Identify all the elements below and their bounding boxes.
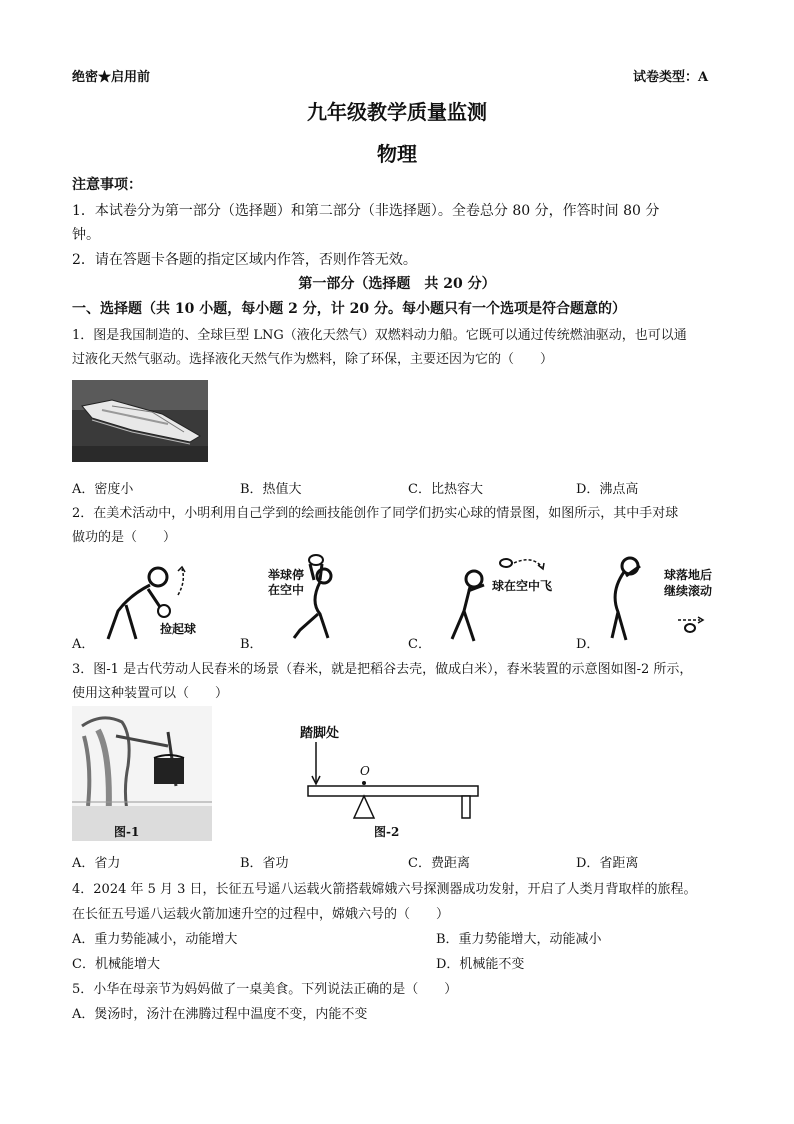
secret-label: 绝密★启用前 <box>72 70 151 85</box>
subject-title: 物理 <box>377 142 417 166</box>
figure-hold-ball <box>280 552 360 646</box>
fig-label-hold-1: 举球停 <box>268 568 305 582</box>
q3-option-c[interactable]: C．费距离 <box>408 856 470 871</box>
ship-photo <box>72 380 208 462</box>
figure-2-caption: 图-2 <box>374 825 400 839</box>
q3-option-d[interactable]: D．省距离 <box>576 856 639 871</box>
notice-item-1: 1．本试卷分为第一部分（选择题）和第二部分（非选择题）。全卷总分 80 分，作答时间 80 分 <box>72 203 660 219</box>
paper-type-label: 试卷类型：A <box>633 70 709 85</box>
q2-option-a[interactable]: A． <box>72 637 95 652</box>
fig-label-hold-2: 在空中 <box>268 583 305 597</box>
notice-item-1-cont: 钟。 <box>72 227 100 243</box>
q2-option-d[interactable]: D． <box>576 637 600 652</box>
q4-option-a[interactable]: A．重力势能减小，动能增大 <box>72 932 238 947</box>
q2-option-c[interactable]: C． <box>408 637 431 652</box>
notice-item-2: 2．请在答题卡各题的指定区域内作答，否则作答无效。 <box>72 252 417 268</box>
figure-2-lever-diagram <box>300 740 490 820</box>
pivot-label: O <box>360 764 370 778</box>
fig-label-rolling-2: 继续滚动 <box>664 584 713 598</box>
q5-option-a[interactable]: A．煲汤时，汤汁在沸腾过程中温度不变，内能不变 <box>72 1007 368 1022</box>
fig-label-pick-up: 捡起球 <box>160 622 197 636</box>
q1-option-b[interactable]: B．热值大 <box>240 482 302 497</box>
q2-stem-cont: 做功的是（ ） <box>72 530 177 545</box>
section-heading: 一、选择题（共 10 小题，每小题 2 分，计 20 分。每小题只有一个选项是符合题意的） <box>72 301 626 317</box>
q4-option-d[interactable]: D．机械能不变 <box>436 957 525 972</box>
figure-pick-up-ball <box>90 555 220 645</box>
figure-ball-in-air <box>432 555 572 645</box>
page-title: 九年级教学质量监测 <box>307 100 487 124</box>
fig-label-rolling-1: 球落地后 <box>664 568 713 582</box>
q3-option-b[interactable]: B．省功 <box>240 856 289 871</box>
q4-stem: 4．2024 年 5 月 3 日，长征五号遥八运载火箭搭载嫦娥六号探测器成功发射，开启了人类月背取样的旅程。 <box>72 882 697 897</box>
q1-stem-cont: 过液化天然气驱动。选择液化天然气作为燃料，除了环保，主要还因为它的（ ） <box>72 352 554 367</box>
q3-stem-cont: 使用这种装置可以（ ） <box>72 686 229 701</box>
q1-option-a[interactable]: A．密度小 <box>72 482 134 497</box>
part1-heading: 第一部分（选择题 共 20 分） <box>298 276 496 292</box>
q2-option-b[interactable]: B． <box>240 637 263 652</box>
q1-stem: 1．图是我国制造的、全球巨型 LNG（液化天然气）双燃料动力船。它既可以通过传统燃油驱动，也可以通 <box>72 328 687 343</box>
q1-option-c[interactable]: C．比热容大 <box>408 482 483 497</box>
q4-stem-cont: 在长征五号遥八运载火箭加速升空的过程中，嫦娥六号的（ ） <box>72 907 450 922</box>
figure-1-rice-pounding-scene <box>72 706 212 841</box>
q3-option-a[interactable]: A．省力 <box>72 856 121 871</box>
notice-heading: 注意事项： <box>72 177 142 193</box>
q1-option-d[interactable]: D．沸点高 <box>576 482 639 497</box>
rolling-ball-arrow <box>676 614 726 634</box>
q4-option-c[interactable]: C．机械能增大 <box>72 957 160 972</box>
q5-stem: 5．小华在母亲节为妈妈做了一桌美食。下列说法正确的是（ ） <box>72 982 458 997</box>
q3-stem: 3．图-1 是古代劳动人民舂米的场景（舂米，就是把稻谷去壳，做成白米），舂米装置的示意图如图-2 所示， <box>72 662 693 677</box>
fig-label-in-air: 球在空中飞 <box>492 579 553 593</box>
q2-stem: 2．在美术活动中，小明利用自己学到的绘画技能创作了同学们扔实心球的情景图，如图所示，其中手对球 <box>72 506 679 521</box>
figure-1-caption: 图-1 <box>114 825 140 839</box>
q4-option-b[interactable]: B．重力势能增大，动能减小 <box>436 932 602 947</box>
pedal-label: 踏脚处 <box>300 726 340 741</box>
figure-ball-rolling <box>596 552 666 646</box>
